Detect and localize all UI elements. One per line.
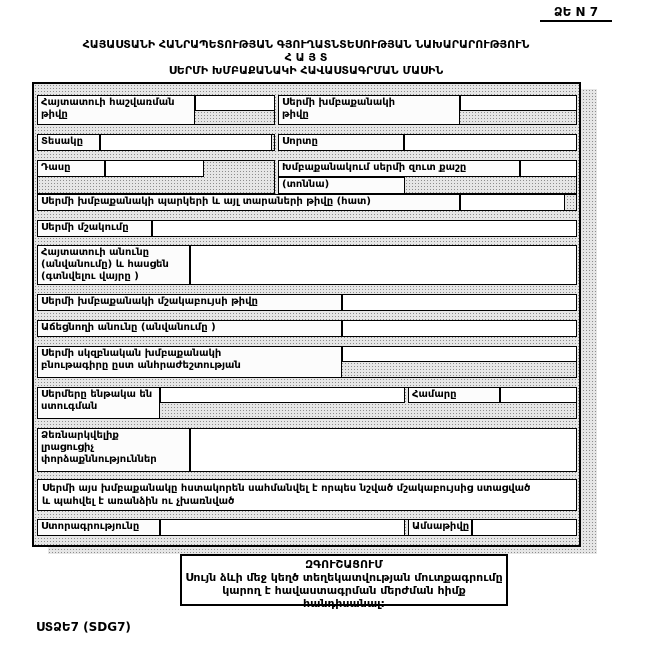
label-line: բնութագիրը ըստ անհրաժեշտության (41, 360, 241, 371)
net-weight-input[interactable] (520, 160, 577, 177)
warning-title: ԶԳՈՒՇԱՑՈՒՄ (305, 558, 383, 571)
inspection-label (37, 387, 160, 419)
extra-tests-input[interactable] (190, 428, 577, 472)
applicant-reg-no-input[interactable] (195, 95, 275, 111)
ministry-title: ՀԱՅԱՍՏԱՆԻ ՀԱՆՐԱՊԵՏՈՒԹՅԱՆ ԳՅՈՒՂԱՏՆՏԵՍՈՒԹՅԱՆ ՆԱԽԱՐԱՐՈՒԹՅՈՒՆ (82, 38, 530, 51)
form-number-badge: ՁԵ N 7 (540, 5, 612, 22)
label-line: Սերմերը ենթակա են (41, 389, 153, 400)
crop-no-label: Սերմի խմբաքանակի մշակաբույսի թիվը (37, 294, 342, 311)
grower-name-input[interactable] (342, 320, 577, 337)
label-line: Հայտատուի անունը (41, 247, 150, 258)
label-line: փորձաքննություններ (41, 454, 157, 465)
declaration-line: Սերմի այս խմբաքանակը հստակորեն սահմանվել է որպես նշված մշակաբույսից ստացված (42, 483, 531, 494)
label-line: թիվը (41, 109, 68, 120)
treatment-label: Սերմի մշակումը (37, 220, 152, 237)
form-subject-title: ՍԵՐՄԻ ԽՄԲԱՔԱՆԱԿԻ ՀԱՎԱՍՏԱԳՐՄԱՆ ՄԱՍԻՆ (168, 64, 444, 77)
label-line: Հայտատուի հաշվառման (41, 97, 175, 108)
warning-box (180, 554, 508, 610)
number-label: Համարը (408, 387, 500, 403)
crop-no-input[interactable] (342, 294, 577, 311)
applicant-name-label (37, 245, 190, 285)
class-label: Դասը (37, 160, 105, 177)
seed-lot-no-label (278, 95, 460, 125)
applicant-name-input[interactable] (190, 245, 577, 285)
date-input[interactable] (472, 519, 577, 536)
warning-line: Սույն ձևի մեջ կեղծ տեղեկատվության մուտքագրումը (185, 571, 503, 584)
label-line: Սերմի խմբաքանակի (282, 97, 396, 108)
signature-input[interactable] (160, 519, 405, 536)
variety-label: Սորտը (278, 134, 404, 151)
form-table (32, 82, 581, 547)
original-lot-input[interactable] (342, 346, 577, 362)
containers-label: Սերմի խմբաքանակի պարկերի և այլ տարաների թիվը (հատ) (37, 194, 460, 211)
date-label: Ամսաթիվը (408, 519, 472, 536)
variety-input[interactable] (404, 134, 577, 151)
seed-lot-no-input[interactable] (460, 95, 577, 111)
label-line: (գտնվելու վայրը ) (41, 271, 139, 282)
declaration-statement (37, 479, 577, 511)
signature-label: Ստորագրությունը (37, 519, 160, 536)
label-line: լրացուցիչ (41, 442, 95, 453)
net-weight-unit-label: (տոննա) (278, 177, 405, 194)
number-input[interactable] (500, 387, 577, 403)
applicant-reg-no-label (37, 95, 195, 125)
form-code-label: ՍՏՁԵ7 (SDG7) (36, 620, 131, 634)
class-input[interactable] (105, 160, 204, 177)
inspection-input[interactable] (160, 387, 405, 403)
original-lot-label (37, 346, 342, 378)
declaration-line: և պահվել է առանձին ու չխառնված (42, 496, 235, 507)
species-input[interactable] (100, 134, 272, 151)
species-label: Տեսակը (37, 134, 100, 151)
label-line: թիվը (282, 109, 309, 120)
containers-input[interactable] (460, 194, 565, 211)
label-line: (անվանումը) և հասցեն (41, 259, 169, 270)
label-line: ստուգման (41, 401, 98, 412)
extra-tests-label (37, 428, 190, 472)
application-title: Հ Ա Յ Տ (284, 51, 328, 64)
label-line: Սերմի սկզբնական խմբաքանակի (41, 348, 222, 359)
warning-line: կարող է հավաստագրման մերժման հիմք հանդիսանալ: (222, 584, 466, 610)
treatment-input[interactable] (152, 220, 577, 237)
label-line: Ձեռնարկվելիք (41, 430, 119, 441)
grower-name-label: Աճեցնողի անունը (անվանումը ) (37, 320, 342, 337)
net-weight-label: Խմբաքանակում սերմի զուտ քաշը (278, 160, 520, 177)
